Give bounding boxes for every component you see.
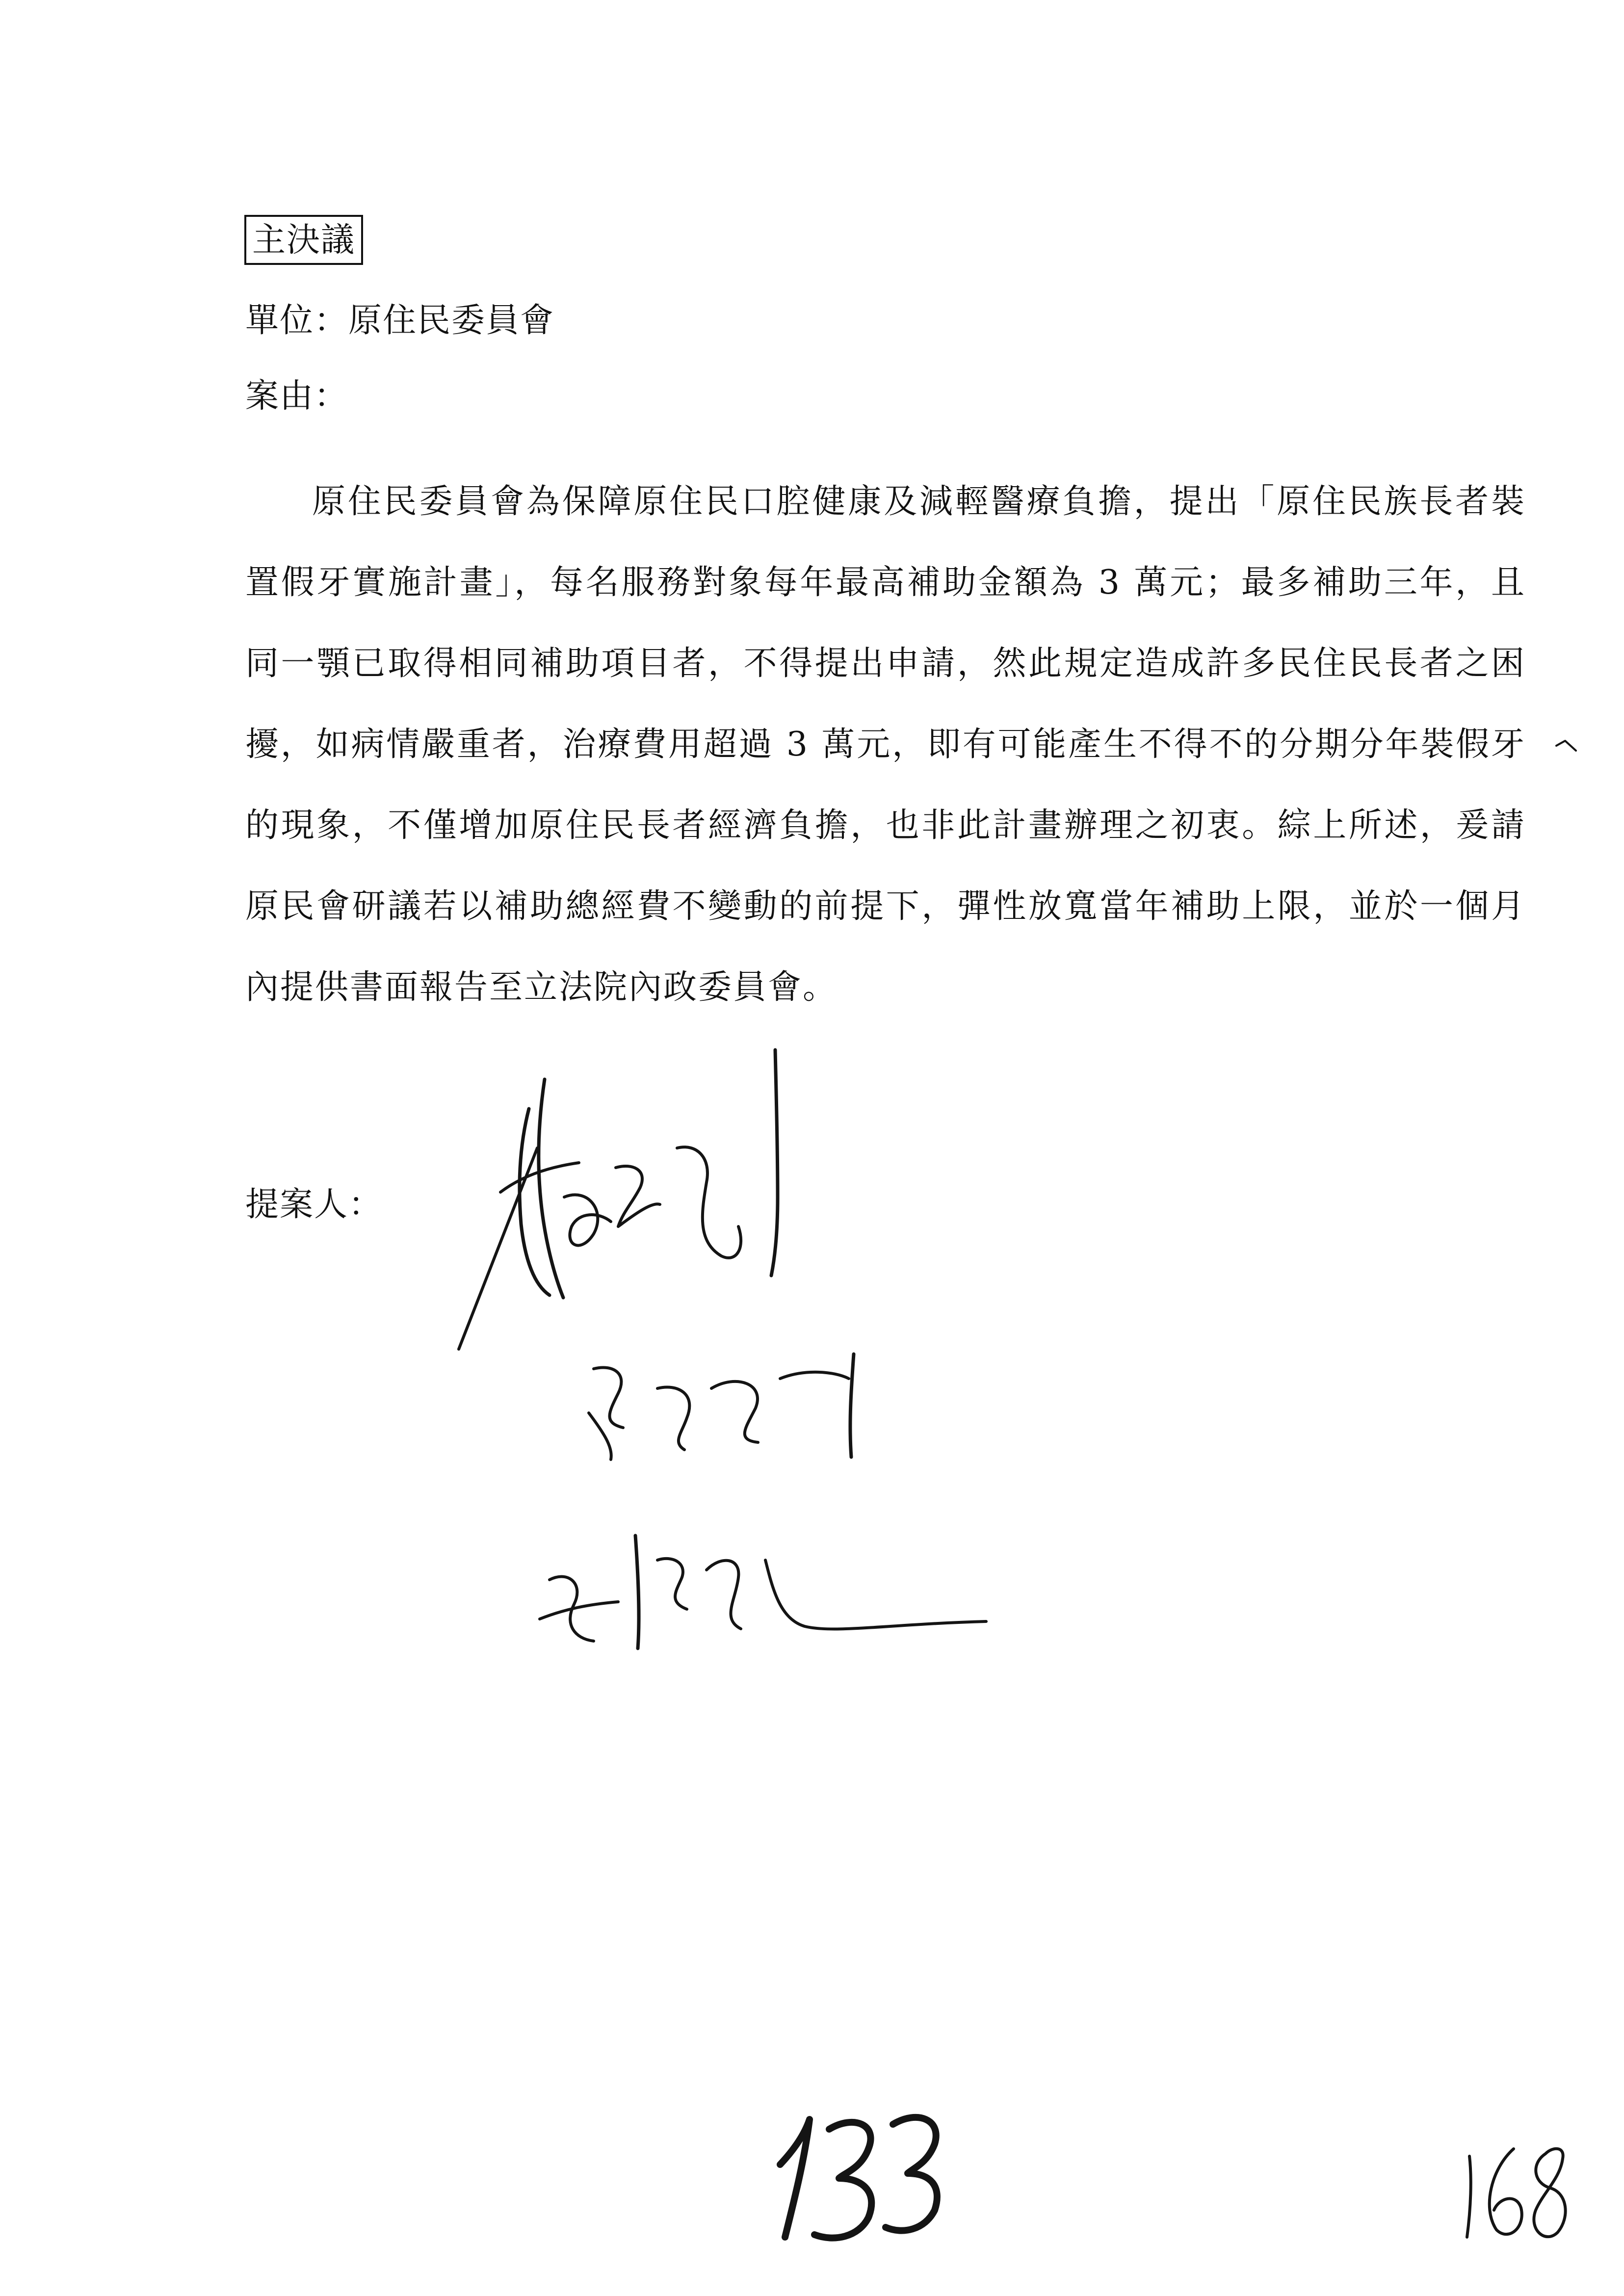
proposer-label: 提案人：	[245, 1185, 383, 1224]
unit-line: 單位：原住民委員會	[245, 301, 555, 340]
signature-2	[589, 1354, 854, 1460]
resolution-heading: 主決議	[244, 215, 363, 265]
reason-label: 案由：	[245, 377, 349, 416]
reason-body	[245, 461, 1526, 1028]
page-number-corner	[1467, 2149, 1566, 2237]
signature-3	[540, 1536, 986, 1648]
reason-paragraph: 原住民委員會為保障原住民口腔健康及減輕醫療負擔，提出「原住民族長者裝置假牙實施計畫」，每名服務對象每年最高補助金額為 3 萬元；最多補助三年，且同一顎已取得相同補助項目者，不得提出申請，然此規定造成許多民住民長者之困擾，如病情嚴重者，治療費用超過 3 萬元，即有可能產生不得不的分期分年裝假牙的現象，不僅增加原住民長者經濟負擔，也非此計畫辦理之初衷。綜上所述，爰請原民會研議若以補助總經費不變動的前提下，彈性放寬當年補助上限，並於一個月內提供書面報告至立法院內政委員會。	[245, 482, 1526, 1007]
stray-mark	[1556, 741, 1576, 751]
page-number-center	[780, 2117, 937, 2238]
signature-1	[459, 1050, 778, 1349]
